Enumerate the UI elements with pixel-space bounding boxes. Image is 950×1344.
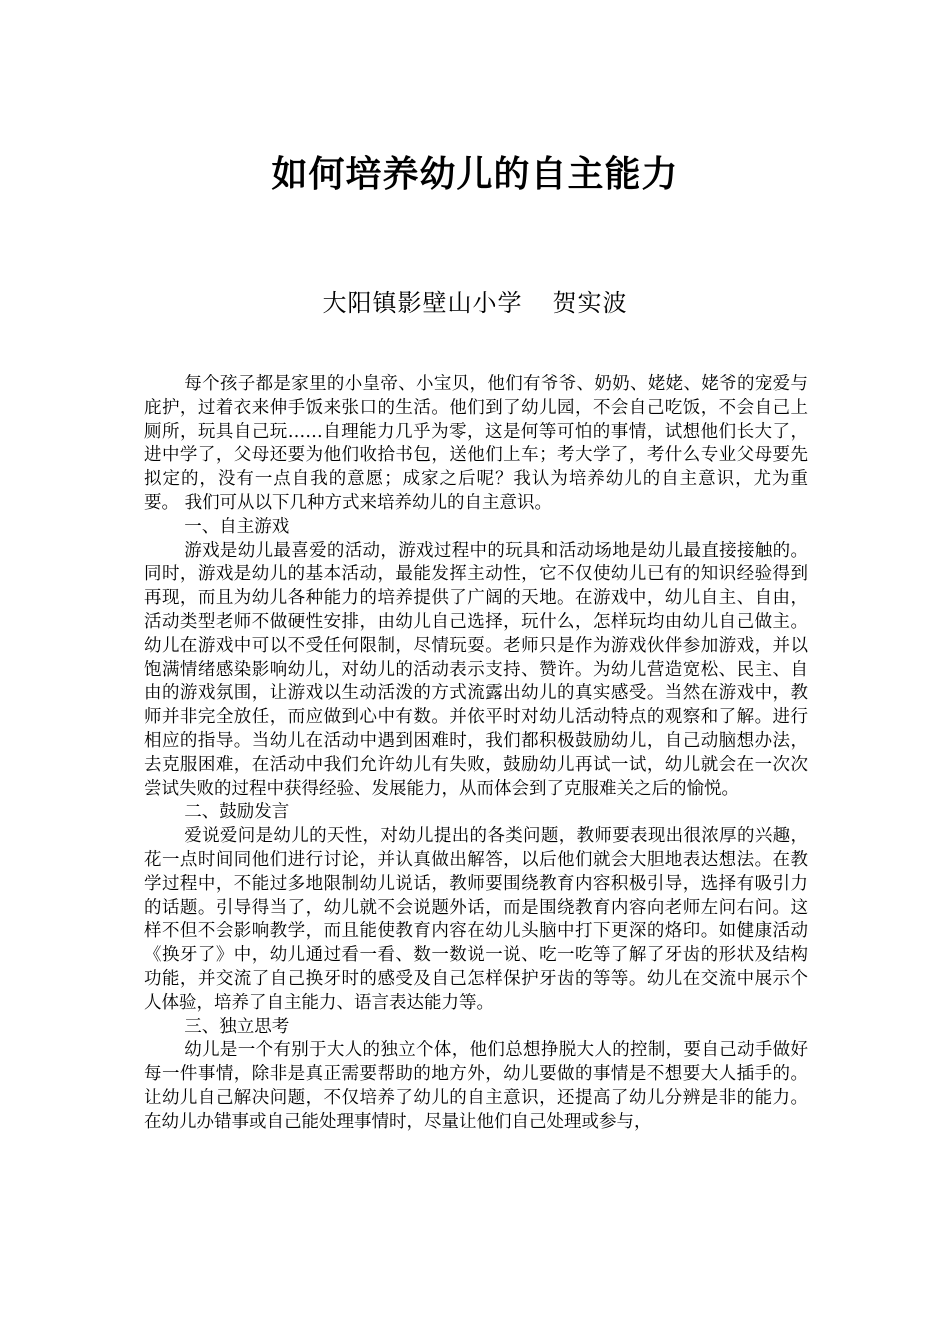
section-body-1: 游戏是幼儿最喜爱的活动，游戏过程中的玩具和活动场地是幼儿最直接接触的。同时，游戏是幼儿的基本活动，最能发挥主动性，它不仅使幼儿已有的知识经验得到再现，而且为幼儿各种能力的培养提供了广阔的天地。在游戏中，幼儿自主、自由，活动类型老师不做硬性安排，由幼儿自己选择，玩什么，怎样玩均由幼儿自己做主。幼儿在游戏中可以不受任何限制，尽情玩耍。老师只是作为游戏伙伴参加游戏，并以饱满情绪感染影响幼儿，对幼儿的活动表示支持、赞许。为幼儿营造宽松、民主、自由的游戏氛围，让游戏以生动活泼的方式流露出幼儿的真实感受。当然在游戏中，教师并非完全放任，而应做到心中有数。并依平时对幼儿活动特点的观察和了解。进行相应的指导。当幼儿在活动中遇到困难时，我们都积极鼓励幼儿，自己动脑想办法，去克服困难，在活动中我们允许幼儿有失败，鼓励幼儿再试一试，幼儿就会在一次次尝试失败的过程中获得经验、发展能力，从而体会到了克服难关之后的愉悦。 [144, 540, 808, 799]
section-body-3: 幼儿是一个有别于大人的独立个体，他们总想挣脱大人的控制，要自己动手做好每一件事情，除非是真正需要帮助的地方外，幼儿要做的事情是不想要大人插手的。让幼儿自己解决问题，不仅培养了幼儿的自主意识，还提高了幼儿分辨是非的能力。在幼儿办错事或自己能处理事情时，尽量让他们自己处理或参与， [144, 1040, 808, 1132]
section-heading-2: 二、鼓励发言 [184, 802, 290, 823]
section-body-2: 爱说爱问是幼儿的天性，对幼儿提出的各类问题，教师要表现出很浓厚的兴趣，花一点时间同他们进行讨论，并认真做出解答，以后他们就会大胆地表达想法。在教学过程中，不能过多地限制幼儿说话，教师要围绕教育内容积极引导，选择有吸引力的话题。引导得当了，幼儿就不会说题外话，而是围绕教育内容向老师左问右问。这样不但不会影响教学，而且能使教育内容在幼儿头脑中打下更深的烙印。如健康活动《换牙了》中，幼儿通过看一看、数一数说一说、吃一吃等了解了牙齿的形状及结构功能，并交流了自己换牙时的感受及自己怎样保护牙齿的等等。幼儿在交流中展示个人体验，培养了自主能力、语言表达能力等。 [144, 826, 808, 1013]
author-school: 大阳镇影壁山小学 [322, 289, 523, 317]
intro-paragraph: 每个孩子都是家里的小皇帝、小宝贝，他们有爷爷、奶奶、姥姥、姥爷的宠爱与庇护，过着衣来伸手饭来张口的生活。他们到了幼儿园，不会自己吃饭，不会自己上厕所，玩具自己玩……自理能力几乎为零，这是何等可怕的事情，试想他们长大了，进中学了，父母还要为他们收拾书包，送他们上车；考大学了，考什么专业父母要先拟定的，没有一点自我的意愿；成家之后呢？我认为培养幼儿的自主意识，尤为重要。 我们可从以下几种方式来培养幼儿的自主意识。 [144, 374, 808, 513]
author-name: 贺实波 [552, 289, 628, 317]
document-body [144, 373, 808, 1135]
section-heading-3: 三、独立思考 [184, 1016, 290, 1037]
document-title: 如何培养幼儿的自主能力 [271, 154, 679, 195]
section-heading-1: 一、自主游戏 [184, 516, 290, 537]
author-byline [0, 285, 950, 321]
